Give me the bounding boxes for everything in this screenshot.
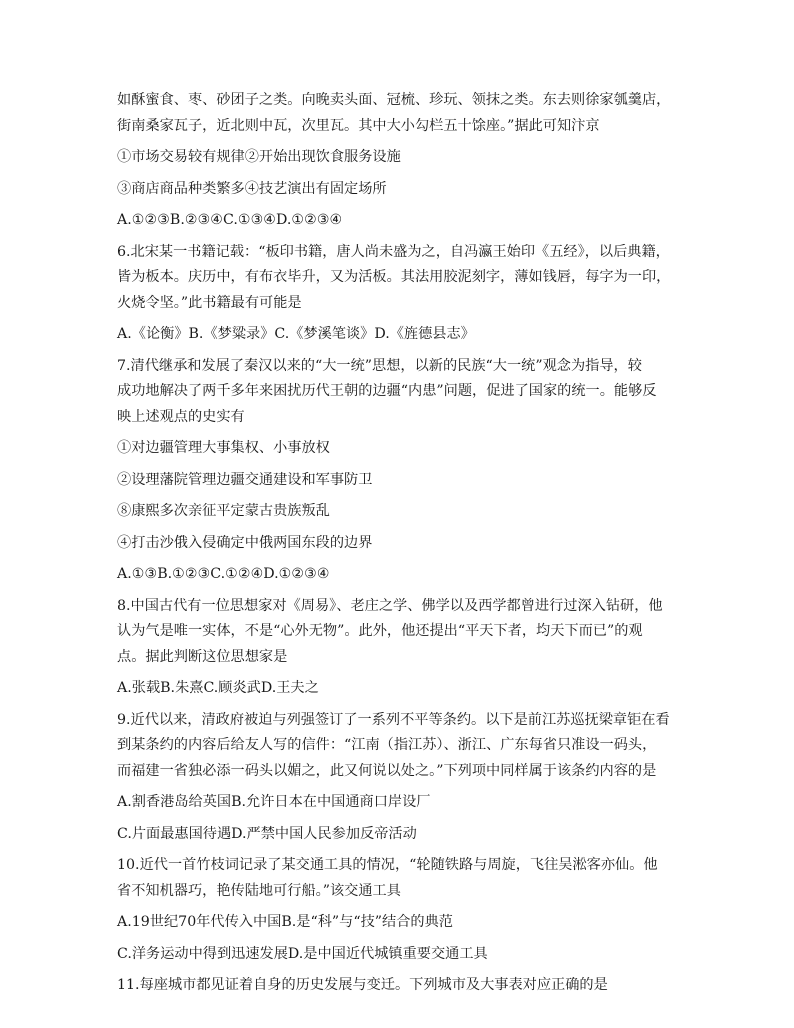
question-7-item: ①对边疆管理大事集权、小事放权 [117, 440, 330, 456]
text-line: 6.北宋某一书籍记载：“板印书籍，唐人尚未盛为之，自冯瀛王始印《五经》，以后典籍， [117, 243, 670, 260]
question-6-options: A.《论衡》B.《梦粱录》C.《梦溪笔谈》D.《旌德县志》 [117, 326, 475, 342]
question-5-item: ①市场交易较有规律②开始出现饮食服务设施 [117, 149, 401, 165]
text-line: 7.清代继承和发展了秦汉以来的“大一统”思想，以新的民族“大一统”观念为指导，较 [117, 357, 642, 374]
question-7-options: A.①③B.①②③C.①②④D.①②③④ [117, 566, 330, 582]
text-line: 省不知机器巧，艳传陆地可行船。”该交通工具 [117, 882, 401, 899]
question-9-stem [117, 708, 683, 785]
text-line: 街南桑家瓦子，近北则中瓦，次里瓦。其中大小勾栏五十馀座。”据此可知汴京 [117, 117, 600, 134]
question-10-options: A.19世纪70年代传入中国B.是“科”与“技”结合的典范 [117, 914, 453, 930]
question-7-item: ②设理藩院管理边疆交通建设和军事防卫 [117, 471, 373, 488]
question-5-options: A.①②③B.②③④C.①③④D.①②③④ [117, 212, 343, 228]
text-line: 成功地解决了两千多年来困扰历代王朝的边疆“内患”问题，促进了国家的统一。能够反 [117, 383, 657, 399]
question-10-stem [117, 853, 683, 904]
text-line: 如酥蜜食、枣、砂团子之类。向晚卖头面、冠梳、珍玩、领抹之类。东去则徐家瓠羹店， [117, 92, 671, 108]
question-9-options: A.割香港岛给英国B.允许日本在中国通商口岸设厂 [117, 794, 431, 810]
question-7-stem [117, 354, 683, 431]
text-line: 10.近代一首竹枝词记录了某交通工具的情况，“轮随铁路与周旋，飞往吴淞客亦仙。他 [117, 857, 658, 873]
document-page [117, 88, 683, 1005]
question-5-stem [117, 88, 683, 139]
text-line: 到某条约的内容后给友人写的信件：“江南（指江苏）、浙江、广东每省只准设一码头， [117, 737, 657, 753]
text-line: 而福建一省独必添一码头以媚之，此又何说以处之。”下列项中同样属于该条约内容的是 [117, 762, 657, 779]
text-line: 点。据此判断这位思想家是 [117, 648, 288, 665]
text-line: 映上述观点的史实有 [117, 408, 245, 425]
question-6-stem [117, 240, 683, 317]
question-5-item: ③商店商品种类繁多④技艺演出有固定场所 [117, 180, 387, 197]
text-line: 11.每座城市都见证着自身的历史发展与变迁。下列城市及大事表对应正确的是 [117, 977, 608, 993]
question-10-options: C.洋务运动中得到迅速发展D.是中国近代城镇重要交通工具 [117, 945, 488, 962]
text-line: 9.近代以来，清政府被迫与列强签订了一系列不平等条约。以下是前江苏巡抚梁章钜在看 [117, 711, 670, 728]
question-11-stem [117, 973, 683, 999]
text-line: 8.中国古代有一位思想家对《周易》、老庄之学、佛学以及西学都曾进行过深入钻研，他 [117, 597, 663, 614]
question-8-stem [117, 594, 683, 671]
text-line: 认为气是唯一实体，不是“心外无物”。此外，他还提出“平天下者，均天下而已”的观 [117, 623, 643, 639]
question-9-options: C.片面最惠国待遇D.严禁中国人民参加反帝活动 [117, 825, 417, 842]
question-8-options: A.张载B.朱熹C.顾炎武D.王夫之 [117, 680, 319, 696]
question-7-item: ④打击沙俄入侵确定中俄两国东段的边界 [117, 534, 373, 551]
text-line: 皆为板本。庆历中，有布衣毕升，又为活板。其法用胶泥刻字，薄如钱唇，每字为一印， [117, 269, 671, 285]
text-line: 火烧令坚。”此书籍最有可能是 [117, 294, 302, 311]
question-7-item: ⑧康熙多次亲征平定蒙古贵族叛乱 [117, 503, 330, 519]
